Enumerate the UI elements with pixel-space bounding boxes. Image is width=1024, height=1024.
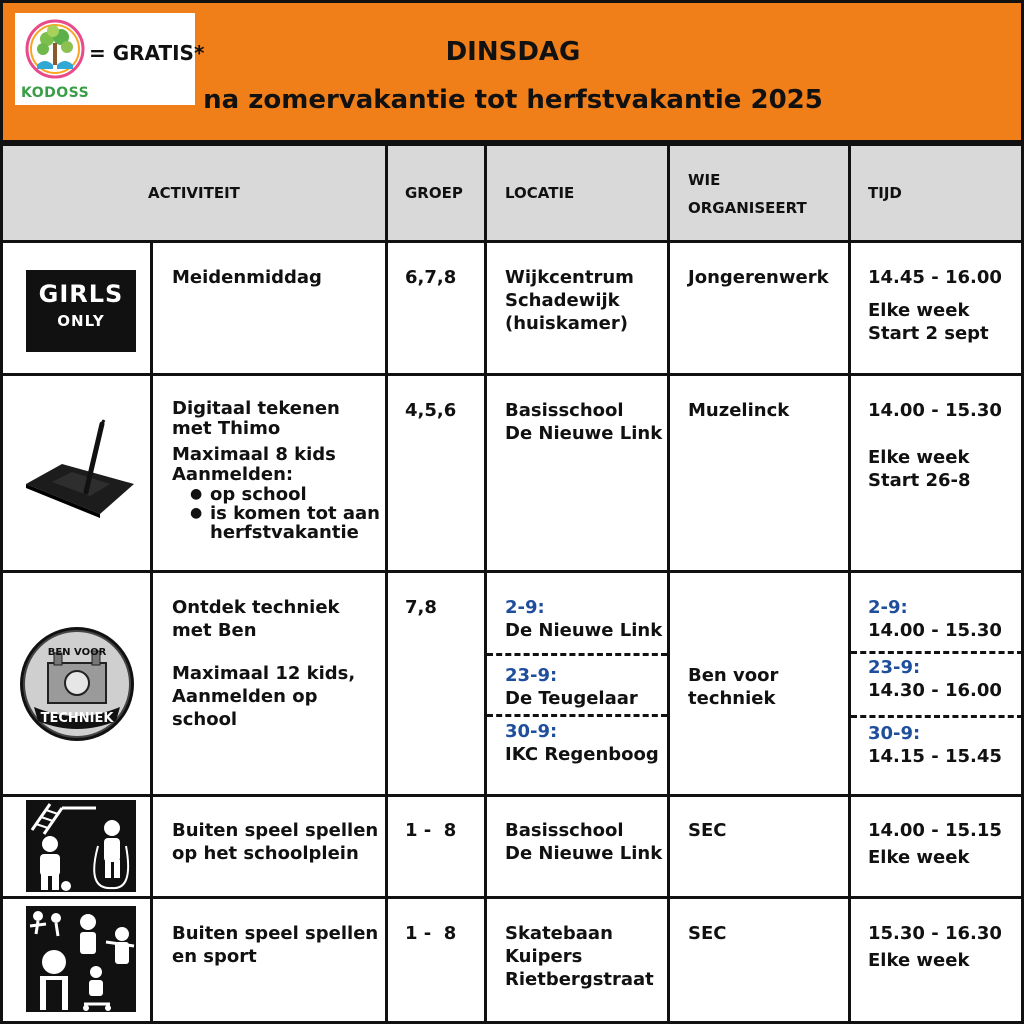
organizer-value: SEC: [688, 820, 727, 841]
location-value: Basisschool De Nieuwe Link: [505, 820, 663, 864]
ben-voor-techniek-logo-icon: [18, 625, 136, 743]
divider: [0, 240, 1024, 243]
column-header-wie: WIE: [688, 171, 721, 189]
organizer-value: Muzelinck: [688, 400, 790, 421]
organizer-value: Jongerenwerk: [688, 267, 829, 288]
group-value: 1 - 8: [405, 923, 457, 944]
activity-name: Meidenmiddag: [172, 267, 322, 288]
activity-name: Digitaal tekenen met Thimo Maximaal 8 kids Aanmelden: ● op school ● is komen tot aan herfstvakantie: [172, 399, 380, 542]
session-time: 2-9: 14.00 - 15.30: [868, 597, 1002, 641]
page-subtitle: na zomervakantie tot herfstvakantie 2025: [203, 85, 823, 115]
group-value: 1 - 8: [405, 820, 457, 841]
session-location: 30-9: IKC Regenboog: [505, 721, 659, 765]
column-header-locatie: LOCATIE: [505, 184, 575, 202]
time-value: 14.45 - 16.00 Elke week Start 2 sept: [868, 267, 1002, 344]
tree-hands-icon: [23, 19, 87, 83]
activity-name: Buiten speel spellen en sport: [172, 923, 379, 967]
sport-kids-icon: [26, 906, 136, 1012]
session-time: 23-9: 14.30 - 16.00: [868, 657, 1002, 701]
column-header-groep: GROEP: [405, 184, 463, 202]
divider: [0, 143, 1024, 146]
column-header-organiseert: ORGANISEERT: [688, 199, 807, 217]
logo-text: KODOSS: [21, 85, 90, 101]
time-value: 15.30 - 16.30 Elke week: [868, 923, 1002, 971]
icon-text: GIRLS: [38, 280, 124, 308]
divider: [848, 143, 851, 1024]
divider: [385, 143, 388, 1024]
session-time: 30-9: 14.15 - 15.45: [868, 723, 1002, 767]
divider: [484, 143, 487, 1024]
location-value: Basisschool De Nieuwe Link: [505, 400, 663, 444]
kodoss-logo: [15, 13, 205, 105]
svg-text:TECHNIEK: TECHNIEK: [40, 711, 114, 726]
header-banner: [3, 3, 1021, 143]
group-value: 7,8: [405, 597, 437, 618]
group-value: 6,7,8: [405, 267, 457, 288]
drawing-tablet-icon: [22, 418, 138, 518]
organizer-value: SEC: [688, 923, 727, 944]
playground-kids-icon: [26, 800, 136, 892]
divider: [667, 143, 670, 1024]
girls-only-icon: [26, 270, 136, 352]
column-header-activiteit: ACTIVITEIT: [148, 184, 240, 202]
activity-name: Buiten speel spellen op het schoolplein: [172, 820, 379, 864]
session-location: 2-9: De Nieuwe Link: [505, 597, 663, 641]
divider: [0, 373, 1024, 376]
gratis-label: = GRATIS*: [89, 41, 205, 65]
time-value: 14.00 - 15.15 Elke week: [868, 820, 1002, 868]
time-value: 14.00 - 15.30 Elke week Start 26-8: [868, 400, 1002, 491]
svg-text:BEN VOOR: BEN VOOR: [47, 647, 107, 658]
location-value: Skatebaan Kuipers Rietbergstraat: [505, 923, 654, 990]
column-header-tijd: TIJD: [868, 184, 902, 202]
organizer-value: Ben voor techniek: [688, 665, 779, 709]
divider: [150, 240, 153, 1024]
dashed-divider: [487, 714, 667, 717]
location-value: Wijkcentrum Schadewijk (huiskamer): [505, 267, 634, 334]
dashed-divider: [487, 653, 667, 656]
activity-name: Ontdek techniek met Ben Maximaal 12 kids, Aanmelden op school: [172, 597, 356, 730]
dashed-divider: [851, 651, 1023, 654]
group-value: 4,5,6: [405, 400, 457, 421]
page-title: DINSDAG: [445, 37, 581, 67]
session-location: 23-9: De Teugelaar: [505, 665, 638, 709]
divider: [0, 794, 1024, 797]
divider: [0, 896, 1024, 899]
dashed-divider: [851, 715, 1023, 718]
icon-text: ONLY: [57, 312, 105, 330]
divider: [0, 570, 1024, 573]
